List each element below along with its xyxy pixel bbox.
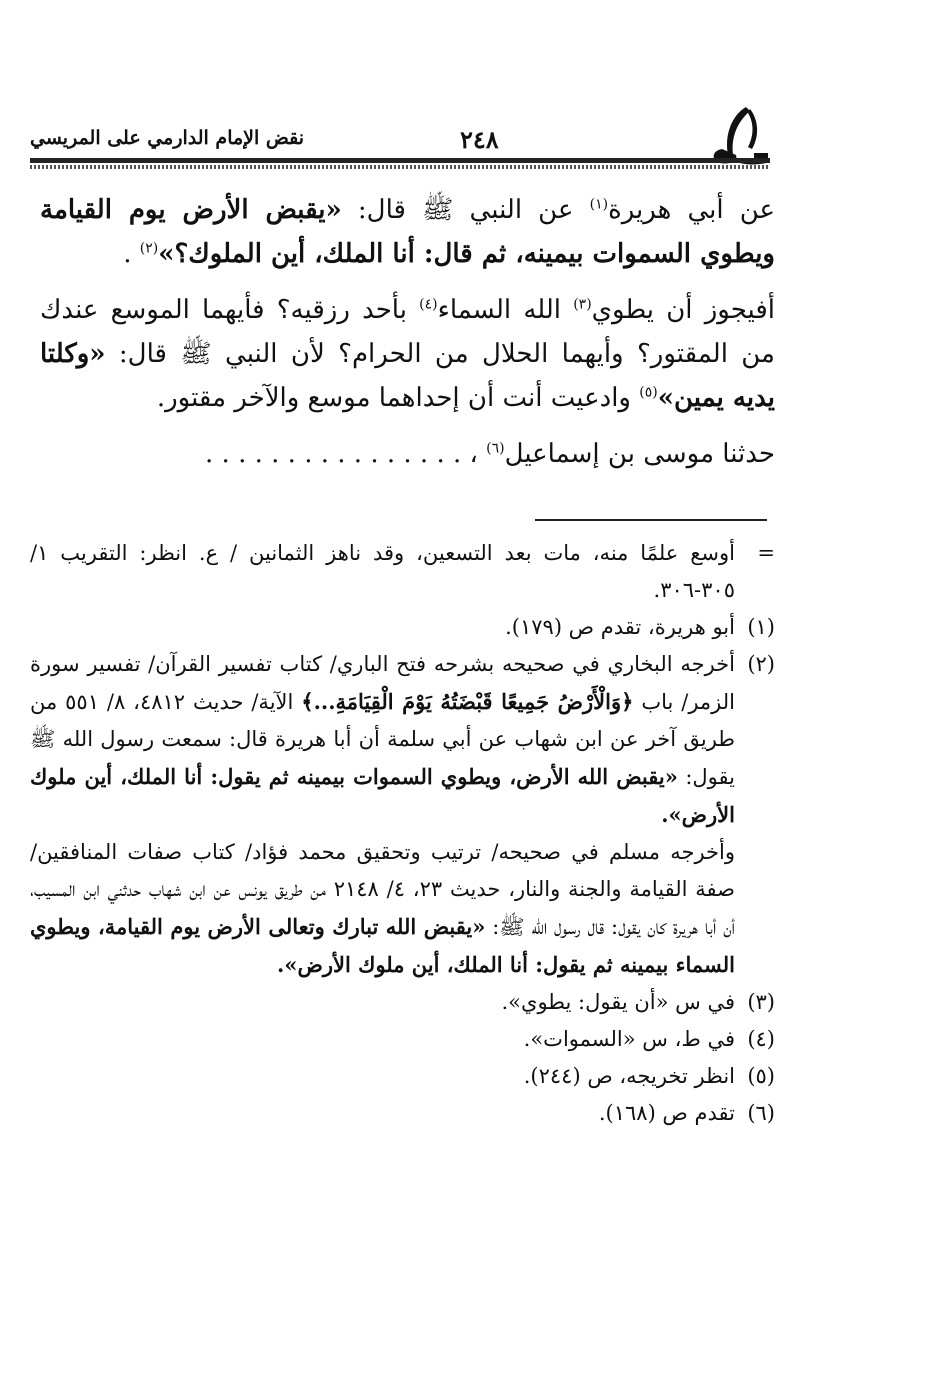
main-text [40, 188, 775, 476]
footnote-text: الآية/ حديث ٤٨١٢، ٨/ ٥٥١ من طريق آخر عن ابن شهاب عن أبي سلمة أن أبا هريرة قال: سمعت رسول الله ﷺ يقول: [30, 690, 735, 789]
text-run: عن أبي هريرة [608, 195, 776, 225]
footnote-continuation [30, 535, 775, 609]
footnote-number: (٣) [747, 990, 775, 1014]
text-run: حدثنا موسى بن إسماعيل [504, 439, 775, 469]
footnote-6 [30, 1095, 775, 1132]
footnote-5 [30, 1058, 775, 1095]
footnote-ref: (٦) [486, 440, 505, 457]
hadith-quote: «يقبض الله الأرض، ويطوي السموات بيمينه ثم يقول: أنا الملك، أين ملوك الأرض». [30, 764, 735, 827]
footnote-ref: (٣) [573, 296, 592, 313]
hadith-quote: «وكلتا يديه يمين» [40, 339, 775, 413]
footnote-ref: (٤) [419, 296, 438, 313]
paragraph-3 [40, 432, 775, 476]
text-run: عن النبي ﷺ قال: [341, 195, 590, 225]
text-run: بأحد رزقيه؟ فأيهما الموسع عندك من المقتور؟ وأيهما الحلال من الحرام؟ لأن النبي ﷺ قال: [40, 295, 775, 369]
footnote-text: تقدم ص (١٦٨). [598, 1101, 735, 1125]
footnote-number: (٥) [747, 1064, 775, 1088]
text-run: الله السماء [437, 295, 574, 325]
ellipsis-dots: ، . . . . . . . . . . . . . . . . [205, 439, 487, 469]
footnote-ref: (٢) [139, 240, 159, 257]
footnote-4 [30, 1021, 775, 1058]
footnote-number: (٦) [747, 1101, 775, 1125]
header-rule [30, 158, 770, 163]
footnote-text: أبو هريرة، تقدم ص (١٧٩). [505, 615, 735, 639]
quran-verse: ﴿وَالْأَرْضُ جَمِيعًا قَبْضَتُهُ يَوْمَ الْقِيَامَةِ...﴾ [301, 689, 634, 714]
footnote-number: (١) [747, 615, 775, 639]
footnote-2 [30, 646, 775, 834]
footnote-2-continued [30, 834, 775, 984]
footnote-1 [30, 609, 775, 646]
page-number: ٢٤٨ [460, 125, 499, 154]
footnotes [30, 535, 775, 1132]
paragraph-2 [40, 288, 775, 420]
footnote-ref: (٥) [639, 384, 658, 401]
running-title: نقض الإمام الدارمي على المريسي [30, 127, 305, 149]
continuation-marker: = [757, 541, 775, 565]
footnote-ref: (١) [589, 196, 609, 213]
footnote-text: أوسع علمًا منه، مات بعد التسعين، وقد ناهز الثمانين / ع. انظر: التقريب ١/ ٣٠٥-٣٠٦. [30, 541, 735, 602]
footnote-text: انظر تخريجه، ص (٢٤٤). [523, 1064, 735, 1088]
footnote-text: أخرجه البخاري في صحيحه بشرحه فتح الباري/ كتاب تفسير القرآن/ تفسير سورة الزمر/ باب [30, 652, 735, 714]
text-run: . [123, 239, 140, 269]
footnote-number: (٤) [747, 1027, 775, 1051]
footnote-text: وأخرجه مسلم في صحيحه/ ترتيب وتحقيق محمد فؤاد/ كتاب صفات المنافقين/ صفة القيامة والجنة والنار، حديث ٢٣، ٤/ ٢١٤٨ من طريق يونس عن ابن شهاب حدثني ابن المسيب، أن أبا هريرة كان يقول: قال رسول الله ﷺ: [30, 840, 735, 939]
text-run: وادعيت أنت أن إحداهما موسع والآخر مقتور. [156, 383, 640, 413]
footnote-text: في ط، س «السموات». [523, 1027, 735, 1051]
text-run: أفيجوز أن يطوي [591, 295, 775, 325]
footnote-3 [30, 984, 775, 1021]
footnote-text: في س «أن يقول: يطوي». [501, 990, 735, 1014]
hadith-quote: «يقبض الأرض يوم القيامة ويطوي السموات بيمينه، ثم قال: أنا الملك، أين الملوك؟» [40, 195, 775, 269]
footnote-separator [535, 519, 767, 521]
paragraph-1 [40, 188, 775, 276]
header-dotted-rule [30, 165, 770, 169]
footnote-number: (٢) [747, 652, 775, 676]
hadith-quote: «يقبض الله تبارك وتعالى الأرض يوم القيامة، ويطوي السماء بيمينه ثم يقول: أنا الملك، أين ملوك الأرض». [30, 914, 735, 977]
